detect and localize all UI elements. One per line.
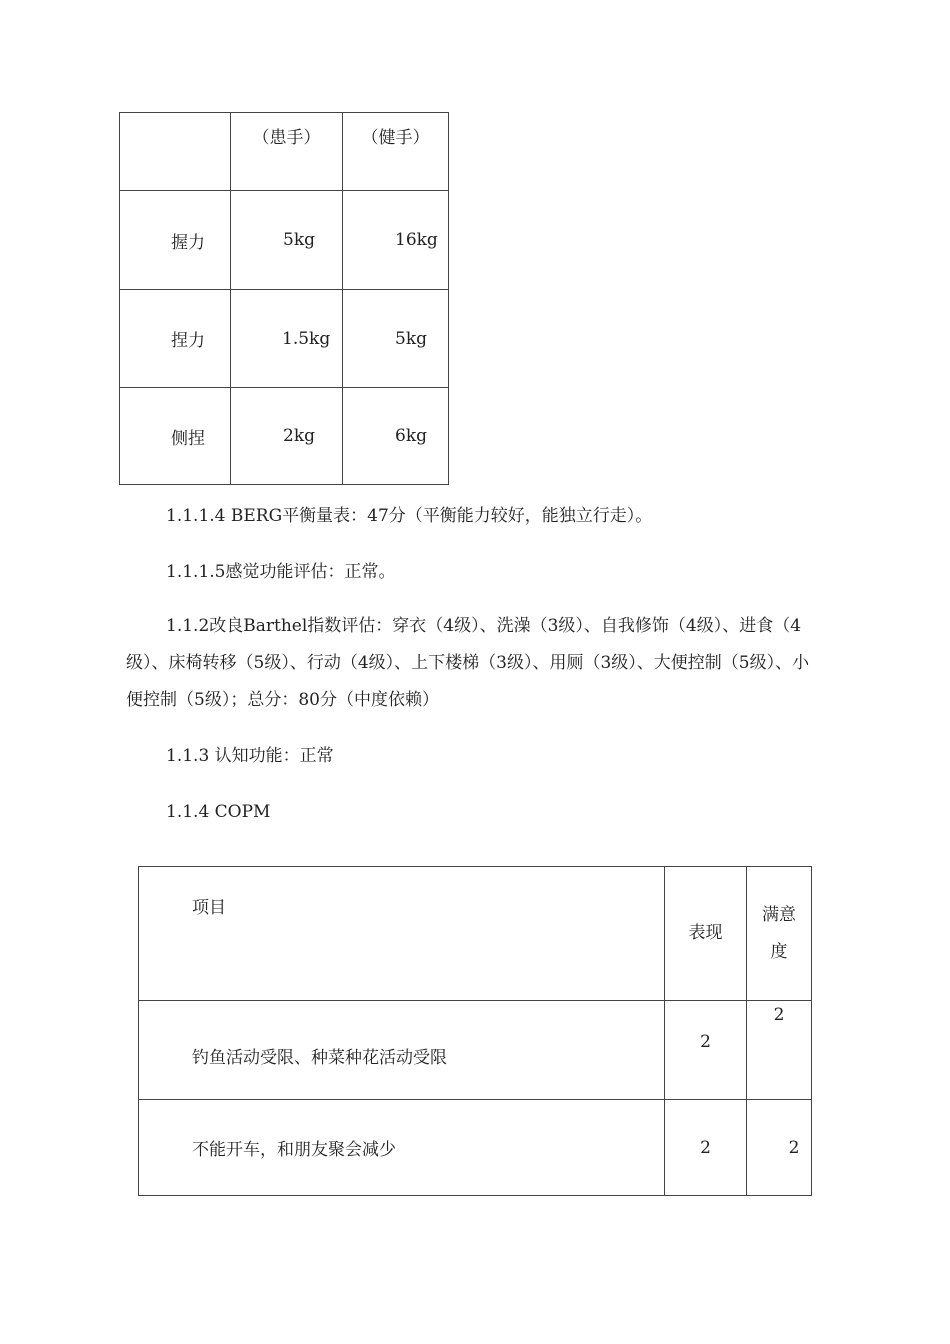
- table-row: [139, 1001, 812, 1100]
- table-row: [139, 1100, 812, 1196]
- table-row: [120, 191, 449, 290]
- header-performance: 表现: [688, 923, 723, 943]
- affected-pinch-value: 1.5kg: [282, 328, 331, 349]
- header-cell-healthy: [343, 113, 449, 191]
- copm-satisfaction-1: 2: [773, 1005, 785, 1025]
- sensory-function-paragraph: 1.1.1.5感觉功能评估：正常。: [166, 562, 396, 582]
- copm-performance-2: 2: [700, 1137, 711, 1158]
- header-satisfaction: 满意度: [762, 904, 796, 962]
- cognitive-function-paragraph: 1.1.3 认知功能：正常: [166, 746, 334, 766]
- header-item: 项目: [192, 898, 226, 918]
- copm-table: [138, 866, 812, 1196]
- grip-strength-table: [119, 112, 449, 485]
- healthy-pinch-value: 5kg: [395, 328, 427, 349]
- header-affected-hand: （患手）: [252, 128, 321, 148]
- table-header-row: [120, 113, 449, 191]
- copm-heading: 1.1.4 COPM: [166, 802, 271, 822]
- copm-satisfaction-2: 2: [788, 1137, 800, 1158]
- affected-grip-value: 5kg: [283, 230, 315, 250]
- header-healthy-hand: （健手）: [361, 128, 430, 148]
- healthy-grip-value: 16kg: [395, 230, 438, 250]
- header-cell-empty: [120, 113, 231, 191]
- copm-performance-1: 2: [700, 1032, 711, 1052]
- header-cell-affected: [231, 113, 343, 191]
- healthy-lateral-pinch-value: 6kg: [395, 426, 427, 446]
- copm-item-1: 钓鱼活动受限、种菜种花活动受限: [192, 1047, 447, 1068]
- copm-item-2: 不能开车，和朋友聚会减少: [192, 1140, 396, 1160]
- row-label-pinch: 捏力: [171, 331, 205, 351]
- table-header-row: [139, 867, 812, 1001]
- table-row: [120, 388, 449, 485]
- berg-balance-paragraph: 1.1.1.4 BERG平衡量表：47分（平衡能力较好，能独立行走）。: [166, 506, 653, 526]
- row-label-grip: 握力: [171, 232, 205, 253]
- row-label-lateral-pinch: 侧捏: [171, 428, 205, 449]
- table-row: [120, 290, 449, 388]
- affected-lateral-pinch-value: 2kg: [283, 426, 315, 446]
- barthel-index-paragraph: 1.1.2改良Barthel指数评估：穿衣（4级）、洗澡（3级）、自我修饰（4级）、进食（4级）、床椅转移（5级）、行动（4级）、上下楼梯（3级）、用厕（3级）、大便控制（5级）、小便控制（5级）；总分：80分（中度依赖）: [126, 616, 810, 710]
